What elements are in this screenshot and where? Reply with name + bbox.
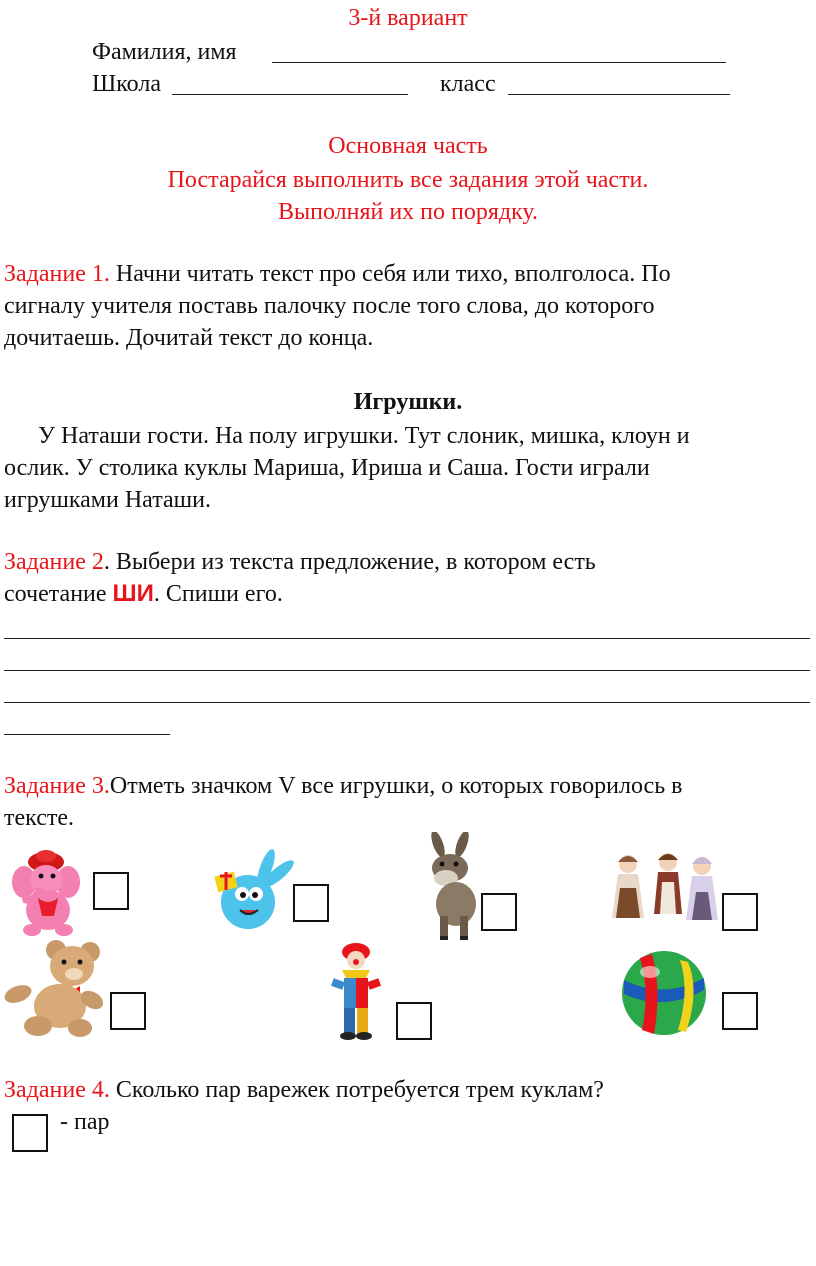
task1-text-1: Начни читать текст про себя или тихо, вполголоса. По — [109, 261, 671, 287]
clown-toy-image — [326, 942, 388, 1040]
ball-toy-image — [620, 950, 708, 1036]
story-line-1: У Наташи гости. На полу игрушки. Тут слоник, мишка, клоун и — [38, 423, 690, 449]
task4-text: Сколько пар варежек потребуется трем куклам? — [109, 1077, 604, 1103]
task1-line1 — [4, 258, 671, 290]
variant-title: 3-й вариант — [348, 5, 468, 31]
section-instruction-1: Постарайся выполнить все задания этой части. — [167, 167, 649, 193]
smesharik-toy-image — [208, 846, 294, 932]
clown-checkbox[interactable] — [396, 1002, 432, 1040]
task1-text-2: сигналу учителя поставь палочку после того слова, до которого — [4, 293, 655, 319]
task2-text-2a: сочетание — [4, 581, 113, 607]
story-line-3: игрушками Наташи. — [4, 487, 211, 513]
task4-line1 — [4, 1074, 604, 1106]
answer-line-4[interactable] — [4, 734, 170, 735]
teddy-bear-toy-image — [4, 938, 104, 1038]
story-line-2: ослик. У столика куклы Мариша, Ириша и Саша. Гости играли — [4, 455, 650, 481]
dolls-checkbox[interactable] — [722, 893, 758, 931]
class-field[interactable] — [508, 94, 730, 95]
answer-line-1[interactable] — [4, 638, 810, 639]
task2-label: Задание 2 — [4, 549, 104, 575]
surname-label: Фамилия, имя — [92, 39, 237, 65]
school-field[interactable] — [172, 94, 408, 95]
section-title: Основная часть — [328, 133, 488, 159]
elephant-toy-image — [10, 840, 82, 936]
smesharik-checkbox[interactable] — [293, 884, 329, 922]
task2-highlight: ШИ — [112, 580, 154, 607]
surname-field[interactable] — [272, 62, 726, 63]
task2-text-1: . Выбери из текста предложение, в котором есть — [103, 549, 596, 575]
task3-text-2: тексте. — [4, 805, 74, 831]
section-instruction-2: Выполняй их по порядку. — [277, 199, 539, 225]
donkey-toy-image — [422, 832, 484, 942]
teddy-bear-checkbox[interactable] — [110, 992, 146, 1030]
task3-line1 — [4, 770, 682, 802]
pairs-answer-box[interactable] — [12, 1114, 48, 1152]
school-label: Школа — [92, 71, 161, 97]
task2-text-2b: . Спиши его. — [153, 581, 283, 607]
class-label: класс — [440, 71, 496, 97]
answer-line-2[interactable] — [4, 670, 810, 671]
story-title: Игрушки. — [353, 389, 463, 415]
dolls-toy-image — [610, 848, 720, 932]
task1-text-3: дочитаешь. Дочитай текст до конца. — [4, 325, 374, 351]
task1-label: Задание 1. — [4, 261, 110, 287]
task3-label: Задание 3. — [4, 773, 110, 799]
ball-checkbox[interactable] — [722, 992, 758, 1030]
task2-line2 — [4, 578, 283, 610]
task4-label: Задание 4. — [4, 1077, 110, 1103]
pairs-suffix: - пар — [54, 1109, 110, 1135]
task3-text-1: Отметь значком V все игрушки, о которых говорилось в — [109, 773, 683, 799]
answer-line-3[interactable] — [4, 702, 810, 703]
task2-line1 — [4, 546, 596, 578]
donkey-checkbox[interactable] — [481, 893, 517, 931]
elephant-checkbox[interactable] — [93, 872, 129, 910]
